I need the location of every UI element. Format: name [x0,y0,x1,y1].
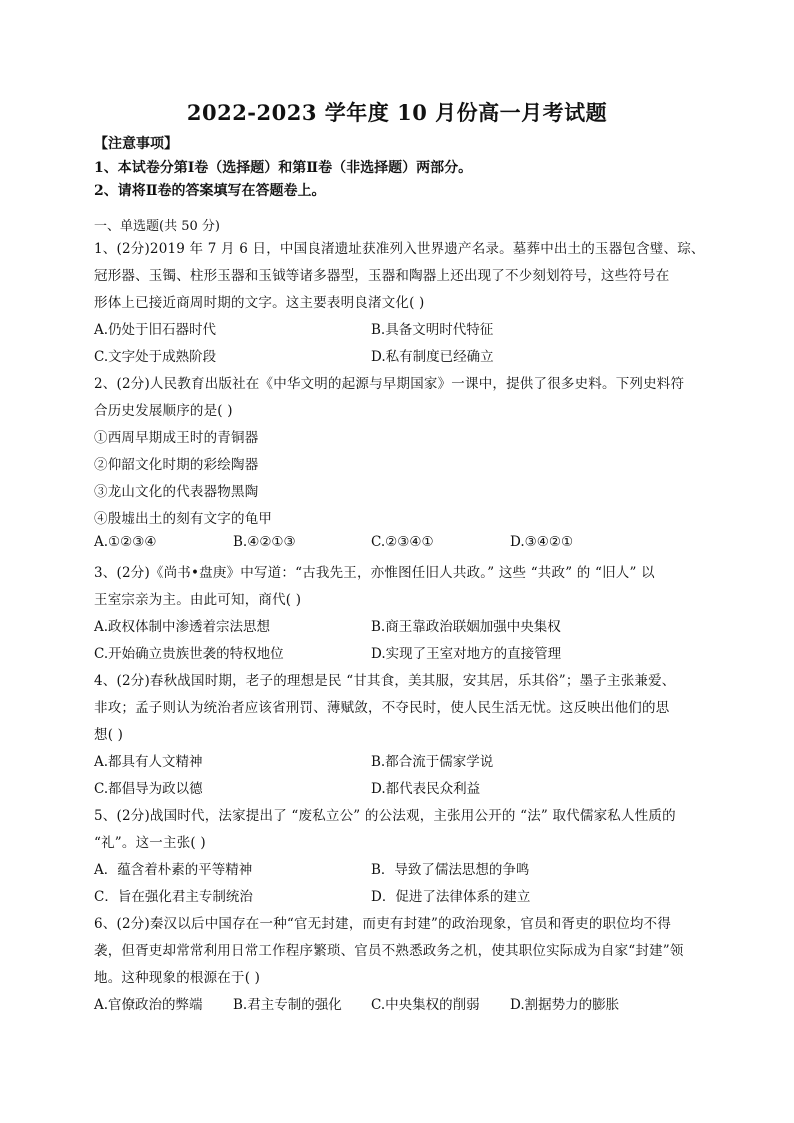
question-2-line-1: 2、(2分)人民教育出版社在《中华文明的起源与早期国家》一课中，提供了很多史料。下列史料符 [94,376,685,392]
question-3-option-b: B.商王靠政治联姻加强中央集权 [371,619,561,635]
notice-item-2: 2、请将Ⅱ卷的答案填写在答题卷上。 [94,183,326,199]
question-2-line-6: ④殷墟出土的刻有文字的龟甲 [94,511,273,527]
question-4-option-d: D.都代表民众利益 [371,781,481,797]
question-5-option-a: A．蕴含着朴素的平等精神 [94,862,253,878]
section-title: 一、单选题(共 50 分) [94,219,220,234]
question-2-option-c: C.②③④① [371,534,434,550]
notice-item-1: 1、本试卷分第Ⅰ卷（选择题）和第Ⅱ卷（非选择题）两部分。 [94,160,473,176]
question-3-line-1: 3、(2分)《尚书•盘庚》中写道：“古我先王，亦惟图任旧人共政。” 这些 “共政” 的 “旧人” 以 [94,565,655,581]
question-3-option-c: C.开始确立贵族世袭的特权地位 [94,646,284,662]
question-2-line-3: ①西周早期成王时的青铜器 [94,430,259,446]
question-5-option-b: B．导致了儒法思想的争鸣 [371,862,530,878]
question-1-option-b: B.具备文明时代特征 [371,322,494,338]
question-1-line-3: 形体上已接近商周时期的文字。这主要表明良渚文化( ) [94,295,425,311]
question-2-line-2: 合历史发展顺序的是( ) [94,403,233,419]
question-4-option-a: A.都具有人文精神 [94,754,203,770]
notice-heading: 【注意事项】 [94,136,178,152]
question-1-option-d: D.私有制度已经确立 [371,349,494,365]
question-4-line-1: 4、(2分)春秋战国时期，老子的理想是民 “甘其食，美其服，安其居，乐其俗”；墨子主张兼爱、 [94,673,676,689]
question-6-line-2: 袭，但胥吏却常常利用日常工作程序繁琐、官员不熟悉政务之机，使其职位实际成为自家“封建”领 [94,943,684,959]
question-6-line-3: 地。这种现象的根源在于( ) [94,970,261,986]
question-2-option-a: A.①②③④ [94,534,157,550]
question-1-line-2: 冠形器、玉镯、柱形玉器和玉钺等诸多器型，玉器和陶器上还出现了不少刻划符号，这些符号在 [94,268,670,284]
exam-title: 2022-2023 学年度 10 月份高一月考试题 [186,100,608,125]
question-5-line-1: 5、(2分)战国时代，法家提出了 “废私立公” 的公法观，主张用公开的 “法” 取代儒家私人性质的 [94,808,676,824]
question-6-line-1: 6、(2分)秦汉以后中国存在一种“官无封建，而吏有封建”的政治现象，官员和胥吏的职位均不得 [94,916,672,932]
question-4-option-b: B.都合流于儒家学说 [371,754,494,770]
question-6-option-a: A.官僚政治的弊端 [94,997,203,1013]
question-1-option-a: A.仍处于旧石器时代 [94,322,217,338]
question-3-line-2: 王室宗亲为主。由此可知，商代( ) [94,592,302,608]
question-5-option-d: D．促进了法律体系的建立 [371,889,531,905]
question-5-option-c: C．旨在强化君主专制统治 [94,889,253,905]
question-4-line-2: 非攻；孟子则认为统治者应该省刑罚、薄赋敛，不夺民时，使人民生活无忧。这反映出他们的思 [94,700,670,716]
question-6-option-d: D.割据势力的膨胀 [510,997,620,1013]
question-2-option-d: D.③④②① [510,534,574,550]
question-2-line-4: ②仰韶文化时期的彩绘陶器 [94,457,259,473]
question-2-line-5: ③龙山文化的代表器物黑陶 [94,484,259,500]
question-6-option-b: B.君主专制的强化 [233,997,342,1013]
question-1-option-c: C.文字处于成熟阶段 [94,349,217,365]
question-1-line-1: 1、(2分)2019 年 7 月 6 日，中国良渚遗址获准列入世界遗产名录。墓葬中出土的玉器包含璧、琮、 [94,241,705,257]
question-4-line-3: 想( ) [94,727,124,743]
question-6-option-c: C.中央集权的削弱 [371,997,480,1013]
question-3-option-a: A.政权体制中渗透着宗法思想 [94,619,271,635]
question-2-option-b: B.④②①③ [233,534,296,550]
question-5-line-2: “礼”。这一主张( ) [94,835,206,851]
question-3-option-d: D.实现了王室对地方的直接管理 [371,646,562,662]
question-4-option-c: C.都倡导为政以德 [94,781,203,797]
